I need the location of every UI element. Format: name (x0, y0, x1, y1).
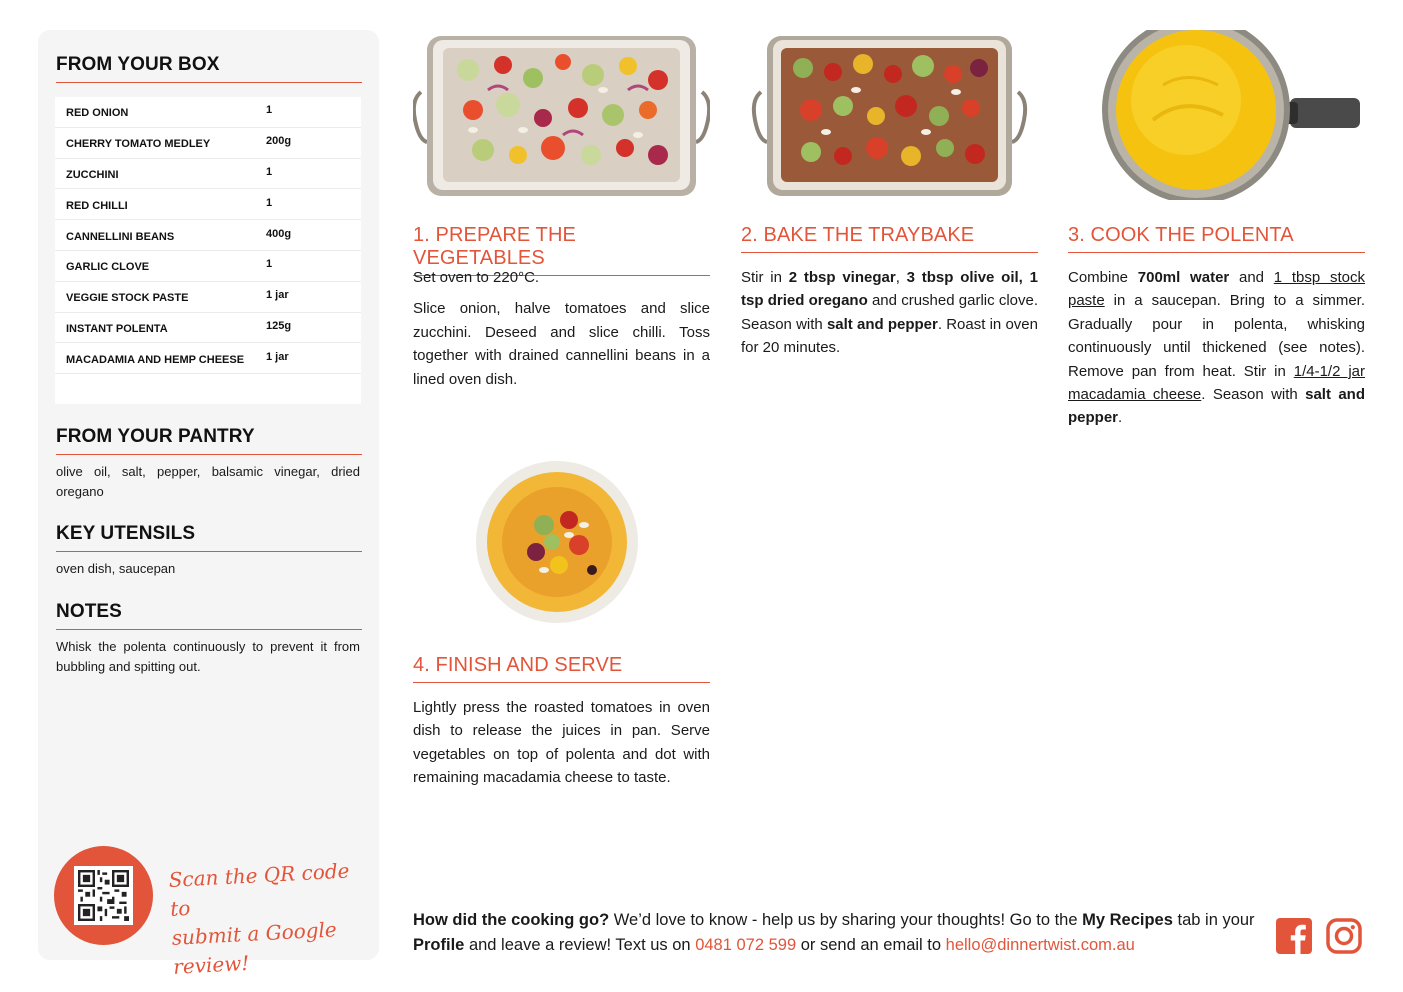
ingredient-row (55, 159, 361, 190)
ingredient-name: GARLIC CLOVE (66, 261, 150, 274)
step1-paragraph: Slice onion, halve tomatoes and slice zucchini. Deseed and slice chilli. Toss together with drained cannellini beans in a lined oven dish. (413, 300, 710, 388)
step2-text: Stir in (741, 269, 789, 286)
step2-paragraph (741, 266, 1038, 360)
step2-body (741, 266, 1038, 368)
ingredients-sidebar (38, 30, 379, 979)
box-heading: FROM YOUR BOX (56, 54, 362, 83)
step3-text: Combine (1068, 269, 1138, 286)
footer-bold-text: My Recipes (1082, 911, 1173, 929)
footer-bold-text: How did the cooking go? (413, 911, 610, 929)
step3-bold-ingredient: 700ml water (1137, 269, 1230, 286)
ingredient-name: MACADAMIA AND HEMP CHEESE (66, 353, 245, 366)
facebook-icon[interactable] (1276, 918, 1314, 956)
ingredient-row (55, 282, 361, 313)
box-ingredients-table (55, 97, 361, 404)
ingredient-qty: 200g (266, 135, 292, 148)
ingredient-row (55, 128, 361, 159)
ingredient-name: RED ONION (66, 107, 129, 120)
utensils-heading: KEY UTENSILS (56, 523, 362, 552)
footer-text: or send an email to (796, 936, 946, 954)
ingredient-name: RED CHILLI (66, 199, 128, 212)
step1-photo (413, 30, 710, 204)
feedback-footer (413, 908, 1263, 958)
step3-text: in a saucepan. Bring to a simmer. Gradually pour in polenta, whisking continuously until thickened (see notes). Remove pan from heat. Stir in (1068, 292, 1365, 380)
step3-underlined-ingredient: 1/4-1/2 jar macadamia cheese (1068, 362, 1365, 404)
qr-prompt-line2: submit a Google review! (171, 917, 338, 979)
ingredient-qty: 1 jar (266, 350, 289, 363)
phone-link[interactable]: 0481 072 599 (695, 936, 797, 954)
instagram-icon[interactable] (1326, 918, 1364, 956)
step2-photo (741, 30, 1038, 204)
ingredient-row (55, 97, 361, 128)
ingredient-name: VEGGIE STOCK PASTE (66, 292, 189, 305)
step2-title: 2. BAKE THE TRAYBAKE (741, 224, 1038, 253)
step4-photo (474, 460, 640, 630)
ingredient-qty: 1 (266, 104, 273, 117)
ingredient-row (55, 189, 361, 220)
step4-paragraph: Lightly press the roasted tomatoes in oven dish to release the juices in pan. Serve vegetables on top of polenta and dot with remaining macadamia cheese to taste. (413, 699, 710, 787)
step3-text: and (1229, 269, 1274, 286)
ingredient-qty: 1 (266, 196, 273, 209)
ingredient-name: ZUCCHINI (66, 168, 119, 181)
step2-bold-ingredient: 3 tbsp olive oil, 1 tsp dried oregano (741, 269, 1038, 310)
pantry-text: olive oil, salt, pepper, balsamic vinegar, dried oregano (56, 464, 360, 499)
ingredient-name: CHERRY TOMATO MEDLEY (66, 138, 211, 151)
qr-badge[interactable] (54, 846, 153, 945)
step1-title: 1. PREPARE THE VEGETABLES (413, 224, 710, 276)
step3-body (1068, 266, 1365, 438)
utensils-text: oven dish, saucepan (56, 561, 176, 576)
notes-heading: NOTES (56, 601, 362, 630)
step3-text: . Season with (1201, 386, 1306, 404)
ingredient-row (55, 251, 361, 282)
step2-text: . Roast in oven for 20 minutes. (741, 315, 1038, 357)
ingredient-row (55, 220, 361, 251)
pantry-heading: FROM YOUR PANTRY (56, 426, 362, 455)
step1-paragraph: Set oven to 220°C. (413, 269, 540, 286)
step4-title: 4. FINISH AND SERVE (413, 654, 710, 683)
step3-bold-ingredient: salt and pepper (1068, 386, 1365, 427)
ingredient-qty: 1 (266, 258, 273, 271)
footer-bold-text: Profile (413, 936, 465, 954)
ingredient-row (55, 343, 361, 374)
ingredient-name: CANNELLINI BEANS (66, 230, 175, 243)
ingredient-qty: 125g (266, 319, 292, 332)
qr-prompt-line1: Scan the QR code to (168, 858, 350, 921)
ingredient-qty: 400g (266, 227, 292, 240)
footer-text: tab in your (1172, 911, 1255, 929)
qr-review-prompt (168, 856, 374, 982)
email-link[interactable]: hello@dinnertwist.com.au (945, 936, 1135, 954)
qr-code-icon[interactable] (74, 866, 133, 925)
step3-title: 3. COOK THE POLENTA (1068, 224, 1365, 253)
step3-text: . (1118, 409, 1123, 427)
step2-bold-ingredient: 2 tbsp vinegar (788, 269, 896, 286)
ingredient-qty: 1 jar (266, 289, 289, 302)
step2-bold-ingredient: salt and pepper (826, 315, 938, 333)
step4-body (413, 696, 710, 798)
step1-body (413, 266, 710, 399)
step2-text: , (895, 269, 907, 286)
step3-paragraph (1068, 266, 1365, 430)
ingredient-name: INSTANT POLENTA (66, 322, 168, 335)
ingredient-qty: 1 (266, 165, 273, 178)
step2-text: and crushed garlic clove. Season with (741, 292, 1039, 333)
ingredient-row (55, 313, 361, 344)
footer-text: and leave a review! Text us on (464, 936, 696, 954)
step3-underlined-ingredient: 1 tbsp stock paste (1068, 269, 1365, 310)
step3-photo (1068, 30, 1365, 204)
footer-text: We’d love to know - help us by sharing your thoughts! Go to the (609, 911, 1083, 929)
notes-text: Whisk the polenta continuously to prevent it from bubbling and spitting out. (56, 639, 360, 674)
